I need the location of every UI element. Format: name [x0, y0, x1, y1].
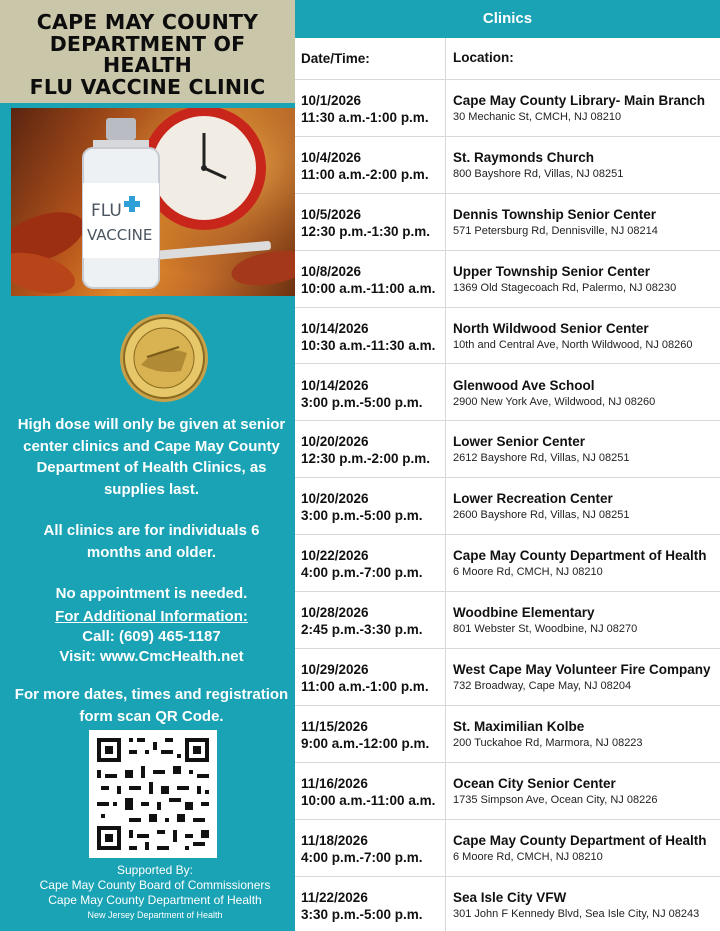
table-row: [295, 820, 720, 877]
clinic-date-time: [301, 718, 446, 752]
clinic-date-time: [301, 92, 446, 126]
additional-info-heading: For Additional Information:: [55, 608, 248, 625]
location-name: Lower Recreation Center: [453, 491, 613, 507]
table-row: [295, 365, 720, 422]
clinic-date: 10/14/2026: [301, 320, 369, 336]
clinic-location: [453, 206, 720, 239]
location-name: North Wildwood Senior Center: [453, 320, 649, 336]
supported-by-heading: Supported By:: [116, 863, 194, 877]
location-address: 2900 New York Ave, Wildwood, NJ 08260: [453, 395, 656, 408]
clinic-location: [453, 775, 720, 808]
location-address: 800 Bayshore Rd, Villas, NJ 08251: [453, 167, 624, 180]
location-address: 801 Webster St, Woodbine, NJ 08270: [453, 623, 638, 636]
table-row: [295, 478, 720, 535]
clinic-time: 3:30 p.m.-5:00 p.m.: [301, 906, 423, 922]
clinic-date-time: [301, 889, 446, 923]
vial-text: VACCINE: [87, 226, 153, 244]
high-dose-note: High dose will only be given at senior center clinics and Cape May County Department of Health Clinics, as supplies last.: [17, 416, 286, 498]
table-row: [295, 877, 720, 931]
table-header-row: [295, 38, 720, 80]
clinic-date: 10/5/2026: [301, 206, 362, 222]
location-name: Glenwood Ave School: [453, 377, 595, 393]
clinic-date: 10/28/2026: [301, 605, 369, 621]
location-name: Sea Isle City VFW: [453, 889, 567, 905]
clinic-date-time: [301, 320, 446, 354]
appointment-note: No appointment is needed.: [55, 585, 248, 602]
table-row: [295, 592, 720, 649]
clinic-date: 11/18/2026: [301, 832, 368, 848]
clinic-date: 10/29/2026: [301, 662, 369, 677]
clinic-time: 11:00 a.m.-1:00 p.m.: [301, 679, 429, 694]
clinic-time: 4:00 p.m.-7:00 p.m.: [301, 849, 423, 865]
clinic-date-time: [301, 547, 446, 581]
clinic-time: 12:30 p.m.-2:00 p.m.: [301, 451, 431, 467]
location-address: 30 Mechanic St, CMCH, NJ 08210: [453, 111, 622, 123]
clinic-date: 10/20/2026: [301, 434, 369, 450]
title-line: HEALTH: [102, 53, 193, 77]
location-address: 571 Petersburg Rd, Dennisville, NJ 08214: [453, 224, 658, 237]
clinic-time: 11:30 a.m.-1:00 p.m.: [301, 110, 429, 125]
clinic-location: [453, 661, 720, 694]
table-row: [295, 421, 720, 478]
table-row: [295, 251, 720, 308]
date-time-column-header: Date/Time:: [301, 51, 370, 66]
location-name: Cape May County Department of Health: [453, 832, 707, 848]
supporter-line: Cape May County Board of Commissioners: [39, 878, 271, 892]
vaccine-illustration: [11, 108, 295, 296]
clinic-time: 10:00 a.m.-11:00 a.m.: [301, 792, 436, 808]
location-name: West Cape May Volunteer Fire Company: [453, 662, 711, 677]
location-name: Upper Township Senior Center: [453, 263, 651, 279]
registration-qr-code[interactable]: [89, 730, 217, 858]
clinic-location: [453, 320, 720, 353]
location-name: St. Maximilian Kolbe: [453, 718, 585, 734]
clinic-date: 10/4/2026: [301, 149, 362, 165]
qr-note: For more dates, times and registration form scan QR Code.: [14, 686, 289, 725]
clinic-date-time: [301, 604, 446, 638]
table-row: [295, 649, 720, 706]
location-address: 200 Tuckahoe Rd, Marmora, NJ 08223: [453, 736, 643, 749]
table-row: [295, 194, 720, 251]
clinic-date-time: [301, 490, 446, 524]
supporter-line: Cape May County Department of Health: [48, 893, 262, 907]
clinic-time: 4:00 p.m.-7:00 p.m.: [301, 565, 423, 581]
title-line: DEPARTMENT OF: [49, 31, 246, 56]
clinic-date-time: [301, 775, 446, 809]
clinic-location: [453, 718, 720, 751]
location-address: 6 Moore Rd, CMCH, NJ 08210: [453, 566, 603, 579]
location-name: St. Raymonds Church: [453, 149, 595, 165]
location-address: 1735 Simpson Ave, Ocean City, NJ 08226: [453, 793, 658, 806]
table-row: [295, 763, 720, 820]
clinic-date: 10/20/2026: [301, 491, 369, 507]
clinic-date-time: [301, 149, 446, 183]
location-name: Cape May County Department of Health: [453, 548, 707, 564]
clinic-date-time: [301, 377, 446, 411]
table-row: [295, 80, 720, 137]
clinic-location: [453, 263, 720, 296]
location-name: Cape May County Library- Main Branch: [453, 93, 706, 108]
clinic-date: 10/8/2026: [301, 263, 362, 279]
location-address: 6 Moore Rd, CMCH, NJ 08210: [453, 850, 603, 863]
clinic-date: 11/22/2026: [301, 889, 368, 905]
location-name: Woodbine Elementary: [453, 605, 595, 621]
clinic-date: 10/14/2026: [301, 377, 369, 393]
clinic-time: 12:30 p.m.-1:30 p.m.: [301, 223, 431, 239]
clinic-location: [453, 490, 720, 523]
location-address: 10th and Central Ave, North Wildwood, NJ 08260: [453, 338, 693, 351]
clinic-time: 3:00 p.m.-5:00 p.m.: [301, 394, 423, 410]
location-address: 301 John F Kennedy Blvd, Sea Isle City, NJ 08243: [453, 907, 700, 920]
clinic-date: 10/1/2026: [301, 93, 362, 108]
county-seal: [119, 313, 209, 403]
clinic-time: 2:45 p.m.-3:30 p.m.: [301, 622, 423, 638]
clinic-date-time: [301, 206, 446, 240]
clinic-location: [453, 604, 720, 637]
supporter-line: New Jersey Department of Health: [87, 910, 223, 920]
table-row: [295, 308, 720, 365]
location-address: 2612 Bayshore Rd, Villas, NJ 08251: [453, 452, 630, 465]
location-address: 2600 Bayshore Rd, Villas, NJ 08251: [453, 509, 630, 522]
location-address: 732 Broadway, Cape May, NJ 08204: [453, 680, 632, 692]
flu-vaccine-photo: [11, 108, 295, 296]
clinic-location: [453, 889, 720, 922]
clinic-location: [453, 377, 720, 410]
clinics-header: Clinics: [295, 0, 720, 38]
location-name: Lower Senior Center: [453, 434, 586, 450]
location-address: 1369 Old Stagecoach Rd, Palermo, NJ 08230: [453, 281, 677, 294]
clinic-location: [453, 832, 720, 865]
clinic-location: [453, 149, 720, 182]
clinic-time: 10:00 a.m.-11:00 a.m.: [301, 280, 436, 296]
phone-number[interactable]: Call: (609) 465-1187: [82, 628, 221, 645]
clinic-date-time: [301, 832, 446, 866]
clinic-date: 11/15/2026: [301, 718, 368, 734]
title-line: FLU VACCINE CLINIC: [29, 74, 266, 99]
clinic-date-time: [301, 263, 446, 297]
clinic-location: [453, 547, 720, 580]
clinic-location: [453, 433, 720, 466]
location-column-header: Location:: [453, 50, 514, 65]
location-name: Dennis Township Senior Center: [453, 206, 657, 222]
table-row: [295, 706, 720, 763]
left-panel: [0, 0, 295, 931]
title-line: CAPE MAY COUNTY: [36, 10, 259, 34]
clinic-date: 11/16/2026: [301, 775, 368, 791]
clinic-time: 3:00 p.m.-5:00 p.m.: [301, 508, 423, 524]
clinic-date-time: [301, 433, 446, 467]
table-row: [295, 137, 720, 194]
table-row: [295, 535, 720, 592]
flyer-title: [0, 0, 295, 103]
clinic-date: 10/22/2026: [301, 548, 369, 564]
location-name: Ocean City Senior Center: [453, 775, 616, 791]
qr-code-icon: [89, 730, 217, 858]
clinic-location: [453, 92, 720, 125]
age-note: All clinics are for individuals 6 months and older.: [43, 522, 260, 561]
clinic-time: 11:00 a.m.-2:00 p.m.: [301, 166, 429, 182]
vial-text: FLU: [91, 201, 122, 221]
clinic-date-time: [301, 661, 446, 695]
website-link[interactable]: Visit: www.CmcHealth.net: [59, 648, 244, 665]
clinic-time: 10:30 a.m.-11:30 a.m.: [301, 337, 436, 353]
clinic-time: 9:00 a.m.-12:00 p.m.: [301, 735, 430, 751]
